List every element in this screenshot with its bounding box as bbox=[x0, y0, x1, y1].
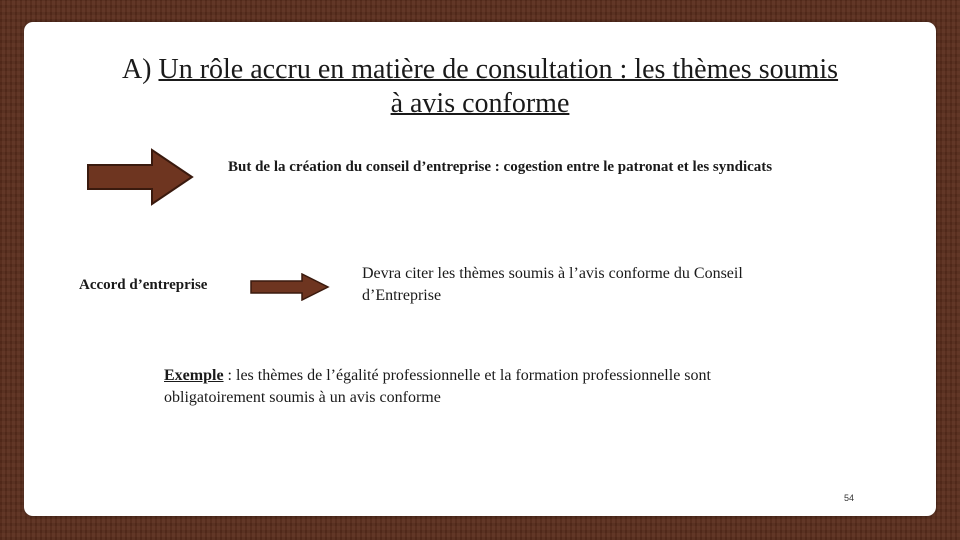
arrow-right-icon bbox=[250, 273, 330, 301]
accord-result: Devra citer les thèmes soumis à l’avis conforme du Conseil d’Entreprise bbox=[362, 265, 743, 304]
example-block bbox=[164, 365, 804, 409]
title-prefix: A) bbox=[121, 54, 159, 85]
slide bbox=[24, 22, 936, 516]
title-line2: à avis conforme bbox=[390, 88, 570, 119]
accord-label: Accord d’entreprise bbox=[79, 277, 208, 293]
example-text: : les thèmes de l’égalité professionnelle et la formation professionnelle sont obligatoirement soumis à un avis conforme bbox=[164, 367, 711, 406]
title-line1: Un rôle accru en matière de consultation : les thèmes soumis bbox=[158, 54, 839, 85]
arrow-right-icon bbox=[86, 148, 194, 206]
purpose-text: But de la création du conseil d’entreprise : cogestion entre le patronat et les syndicats bbox=[228, 159, 773, 175]
example-label: Exemple bbox=[164, 367, 224, 384]
slide-title bbox=[24, 53, 936, 121]
page-number: 54 bbox=[844, 493, 855, 503]
